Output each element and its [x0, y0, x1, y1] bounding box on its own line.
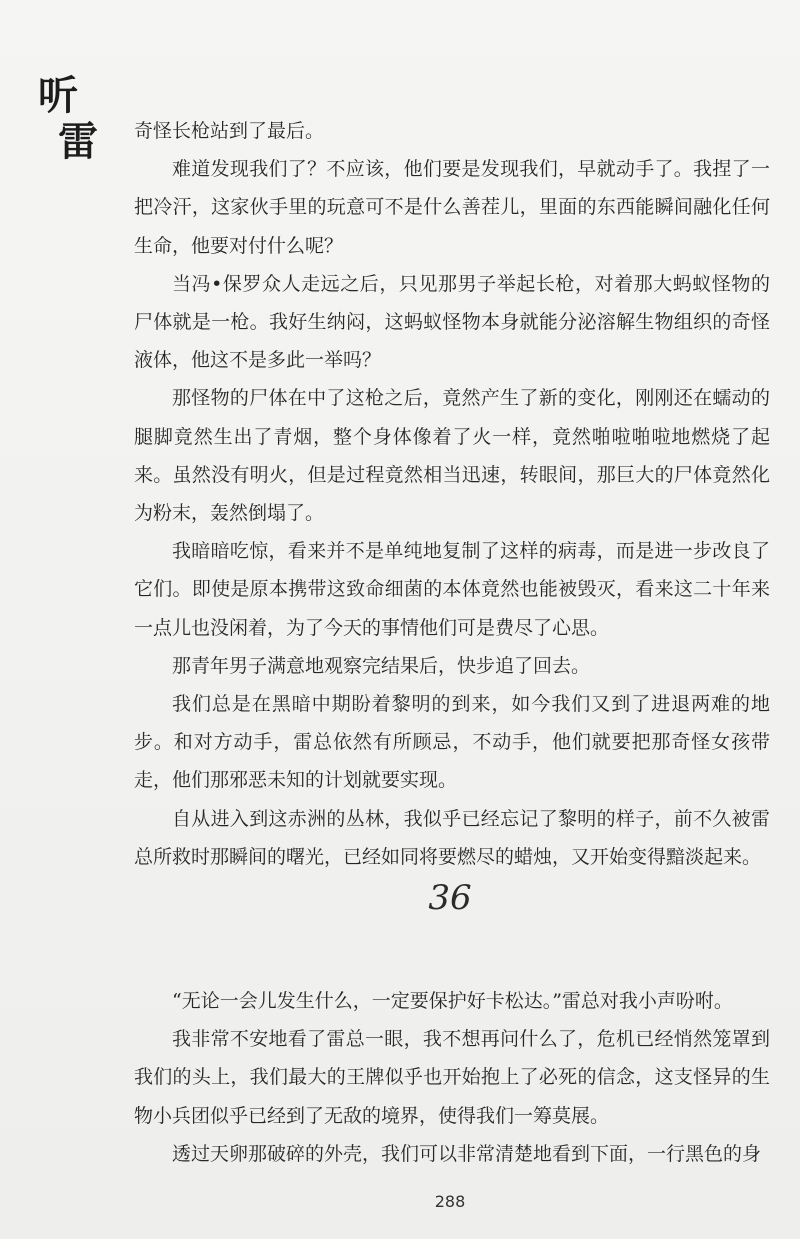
running-title-char-2: 雷	[58, 118, 98, 165]
running-title-char-1: 听	[38, 72, 78, 119]
paragraph-4: 那怪物的尸体在中了这枪之后，竟然产生了新的变化，刚刚还在蠕动的腿脚竟然生出了青烟，整个身体像着了火一样，竟然啪啦啪啦地燃烧了起来。虽然没有明火，但是过程竟然相当迅速，转眼间，那巨大的尸体竟然化为粉末，轰然倒塌了。	[134, 387, 770, 525]
paragraph-7: 我们总是在黑暗中期盼着黎明的到来，如今我们又到了进退两难的地步。和对方动手，雷总依然有所顾忌，不动手，他们就要把那奇怪女孩带走，他们那邪恶未知的计划就要实现。	[134, 693, 770, 792]
paragraph-2: 难道发现我们了？不应该，他们要是发现我们，早就动手了。我捏了一把冷汗，这家伙手里的玩意可不是什么善茬儿，里面的东西能瞬间融化任何生命，他要对付什么呢？	[134, 158, 770, 257]
paragraph-1: 奇怪长枪站到了最后。	[134, 120, 325, 142]
paragraph-3: 当冯•保罗众人走远之后，只见那男子举起长枪，对着那大蚂蚁怪物的尸体就是一枪。我好生纳闷，这蚂蚁怪物本身就能分泌溶解生物组织的奇怪液体，他这不是多此一举吗？	[134, 272, 770, 372]
paragraph-6: 那青年男子满意地观察完结果后，快步追了回去。	[172, 654, 591, 677]
body-text	[134, 112, 770, 876]
running-title-mark	[34, 72, 104, 172]
chapter-number: 36	[428, 878, 472, 918]
chapter-paragraph-3: 透过天卵那破碎的外壳，我们可以非常清楚地看到下面，一行黑色的身	[172, 1142, 762, 1165]
paragraph-8: 自从进入到这赤洲的丛林，我似乎已经忘记了黎明的样子，前不久被雷总所救时那瞬间的曙光，已经如同将要燃尽的蜡烛，又开始变得黯淡起来。	[134, 807, 770, 868]
chapter-paragraph-2: 我非常不安地看了雷总一眼，我不想再问什么了，危机已经悄然笼罩到我们的头上，我们最大的王牌似乎也开始抱上了必死的信念，这支怪异的生物小兵团似乎已经到了无敌的境界，使得我们一筹莫展。	[134, 1028, 770, 1127]
chapter-paragraph-1: “无论一会儿发生什么，一定要保护好卡松达。”雷总对我小声吩咐。	[172, 990, 733, 1012]
page-number: 288	[434, 1192, 466, 1211]
chapter-body-text	[134, 982, 770, 1173]
paragraph-5: 我暗暗吃惊，看来并不是单纯地复制了这样的病毒，而是进一步改良了它们。即使是原本携带这致命细菌的本体竟然也能被毁灭，看来这二十年来一点儿也没闲着，为了今天的事情他们可是费尽了心思。	[134, 540, 770, 639]
